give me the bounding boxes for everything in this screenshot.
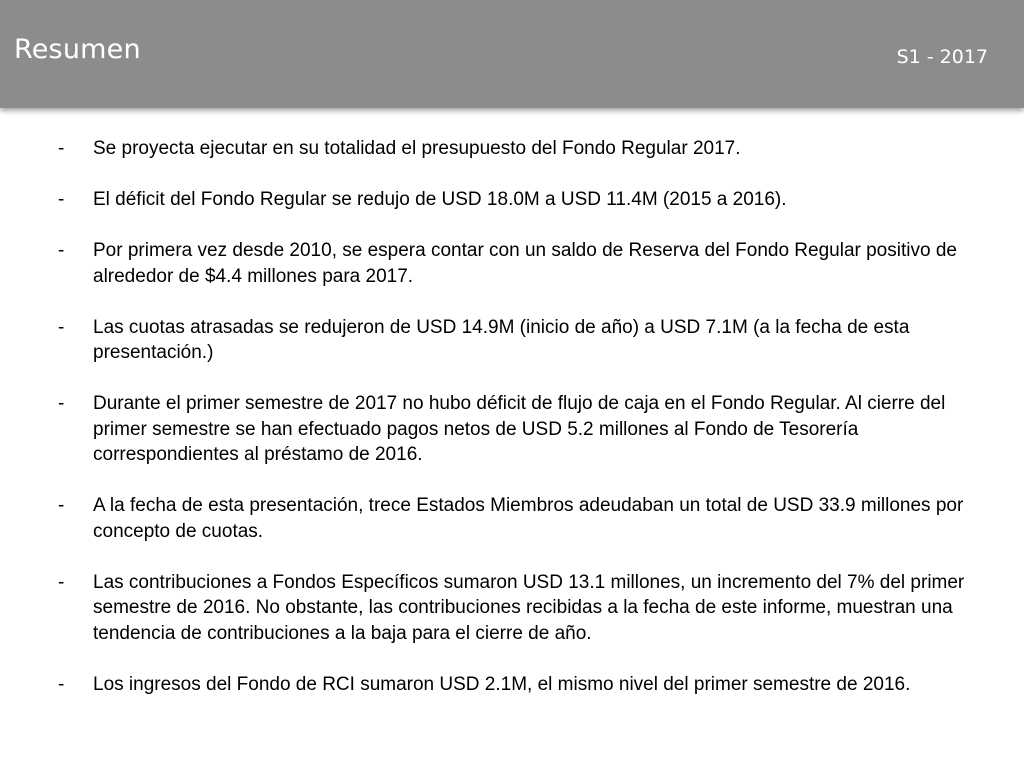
period-label: S1 - 2017: [896, 46, 988, 68]
bullet-text: Las cuotas atrasadas se redujeron de USD 14.9M (inicio de año) a USD 7.1M (a la fecha de esta presentación.): [93, 316, 910, 363]
bullet-dash: -: [58, 393, 65, 414]
bullet-dash: -: [58, 495, 65, 516]
bullet-list: [58, 136, 998, 723]
bullet-item: [58, 570, 998, 647]
bullet-item: [58, 238, 998, 289]
bullet-item: [58, 187, 998, 213]
bullet-item: [58, 672, 998, 698]
bullet-item: [58, 391, 998, 468]
bullet-text: A la fecha de esta presentación, trece Estados Miembros adeudaban un total de USD 33.9 millones por concepto de cuotas.: [93, 495, 964, 542]
bullet-text: Las contribuciones a Fondos Específicos sumaron USD 13.1 millones, un incremento del 7% del primer semestre de 2016. No obstante, las contribuciones recibidas a la fecha de este informe, muestran una tendencia de contribuciones a la baja para el cierre de año.: [93, 571, 965, 644]
bullet-dash: -: [58, 189, 65, 210]
bullet-item: [58, 493, 998, 544]
bullet-text: Se proyecta ejecutar en su totalidad el presupuesto del Fondo Regular 2017.: [93, 138, 741, 159]
bullet-dash: -: [58, 138, 65, 159]
bullet-text: Durante el primer semestre de 2017 no hubo déficit de flujo de caja en el Fondo Regular. Al cierre del primer semestre se han efectuado pagos netos de USD 5.2 millones al Fondo de Tesorería correspondientes al préstamo de 2016.: [93, 393, 946, 465]
bullet-dash: -: [58, 240, 65, 261]
bullet-dash: -: [58, 316, 65, 338]
bullet-dash: -: [58, 571, 65, 593]
bullet-text: El déficit del Fondo Regular se redujo de USD 18.0M a USD 11.4M (2015 a 2016).: [93, 189, 787, 210]
slide-title: Resumen: [14, 34, 141, 65]
bullet-item: [58, 136, 998, 162]
header-bar: [0, 0, 1024, 108]
bullet-item: [58, 315, 998, 366]
bullet-text: Por primera vez desde 2010, se espera contar con un saldo de Reserva del Fondo Regular positivo de alrededor de $4.4 millones para 2017.: [93, 240, 957, 287]
bullet-text: Los ingresos del Fondo de RCI sumaron USD 2.1M, el mismo nivel del primer semestre de 2016.: [93, 673, 911, 695]
bullet-dash: -: [58, 673, 65, 695]
